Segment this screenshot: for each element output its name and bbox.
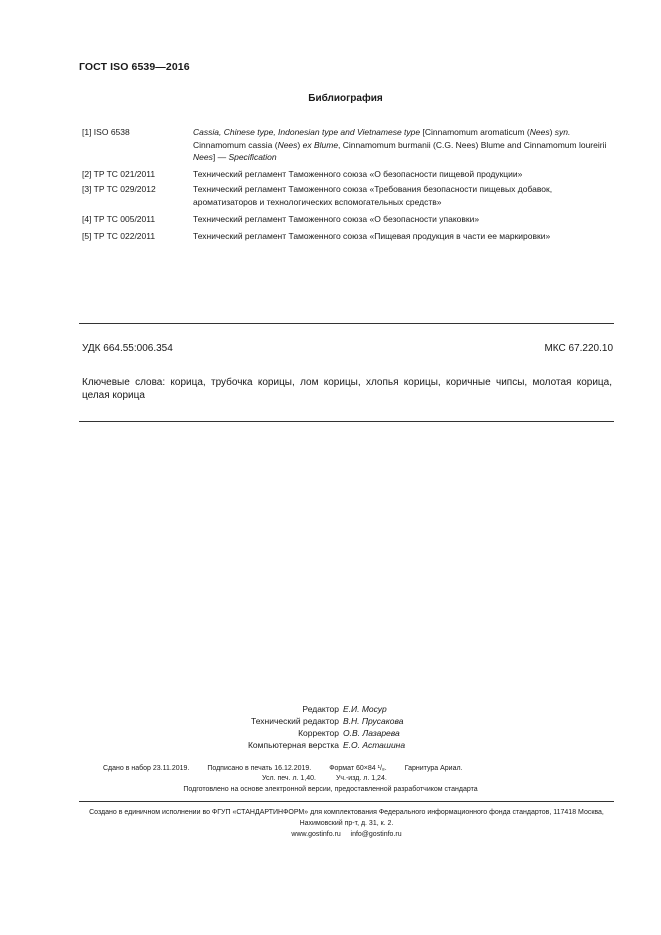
bibliography-ref-1 (82, 126, 612, 164)
publishing-sheets: Уч.-изд. л. 1,24. (335, 775, 387, 782)
footer-contacts: www.gostinfo.ru info@gostinfo.ru (291, 831, 402, 838)
ref-number: [1] ISO 6538 (82, 127, 130, 137)
divider-bottom (79, 421, 614, 422)
keywords: Ключевые слова: корица, трубочка корицы, лом корицы, хлопья корицы, коричные чипсы, молотая корица, целая корица (82, 377, 612, 401)
ref-text: Технический регламент Таможенного союза «О безопасности упаковки» (193, 214, 480, 224)
bibliography-ref-2 (82, 168, 612, 181)
ref-text: Технический регламент Таможенного союза «Требования безопасности пищевых добавок, ароматизаторов и технологических вспомогательных средств» (193, 184, 553, 207)
ref-number: [3] TP TC 029/2012 (82, 184, 156, 194)
bibliography-ref-5 (82, 230, 612, 243)
prepared-note: Подготовлено на основе электронной версии, предоставленной разработчиком стандарта (183, 786, 478, 793)
bibliography-ref-4 (82, 213, 612, 226)
document-id-header: ГОСТ ISO 6539—2016 (79, 61, 190, 73)
editor-row: Компьютерная верстка Е.О. Асташина (247, 740, 406, 750)
bibliography-title: Библиография (308, 93, 383, 104)
ref-number: [4] TP TC 005/2011 (82, 214, 156, 224)
udk-code: УДК 664.55:006.354 (82, 343, 173, 354)
editor-row: Технический редактор В.Н. Прусакова (251, 716, 404, 726)
mks-code: МКС 67.220.10 (544, 343, 613, 354)
signed-date: Подписано в печать 16.12.2019. (207, 765, 312, 772)
sent-date: Сдано в набор 23.11.2019. (103, 765, 190, 772)
ref-number: [2] TP TC 021/2011 (82, 169, 156, 179)
divider-top (79, 323, 614, 324)
ref-text: Технический регламент Таможенного союза «Пищевая продукция в части ее маркировки» (193, 231, 551, 241)
footer-block (79, 807, 614, 840)
ref-number: [5] TP TC 022/2011 (82, 231, 156, 241)
editor-row: Редактор Е.И. Мосур (302, 704, 387, 714)
publication-details-row-2 (262, 775, 405, 782)
publication-details-row-1 (103, 765, 479, 772)
paper-format: Формат 60×84 ¹/₈. (329, 765, 387, 772)
bibliography-ref-3 (82, 183, 612, 208)
divider-footer (79, 801, 614, 802)
ref-text: Cassia, Chinese type, Indonesian type and Vietnamese type [Cinnamomum aromaticum (Nees) syn. Cinnamomum cassia (Nees) ex Blume, Cinnamomum burmanii (C.G. Nees) Blume and Cinnamomum loureirii Nees] — Specification (193, 127, 607, 162)
ref-text: Технический регламент Таможенного союза «О безопасности пищевой продукции» (193, 169, 523, 179)
footer-publisher: Создано в единичном исполнении во ФГУП «СТАНДАРТИНФОРМ» для комплектования Федерального информационного фонда стандартов, 117418 Москва, Нахимовский пр-т, д. 31, к. 2. (89, 809, 604, 827)
typeface: Гарнитура Ариал. (404, 765, 463, 772)
editors-block (0, 703, 661, 751)
print-sheets: Усл. печ. л. 1,40. (262, 775, 316, 782)
editor-row: Корректор О.В. Лазарева (298, 728, 400, 738)
